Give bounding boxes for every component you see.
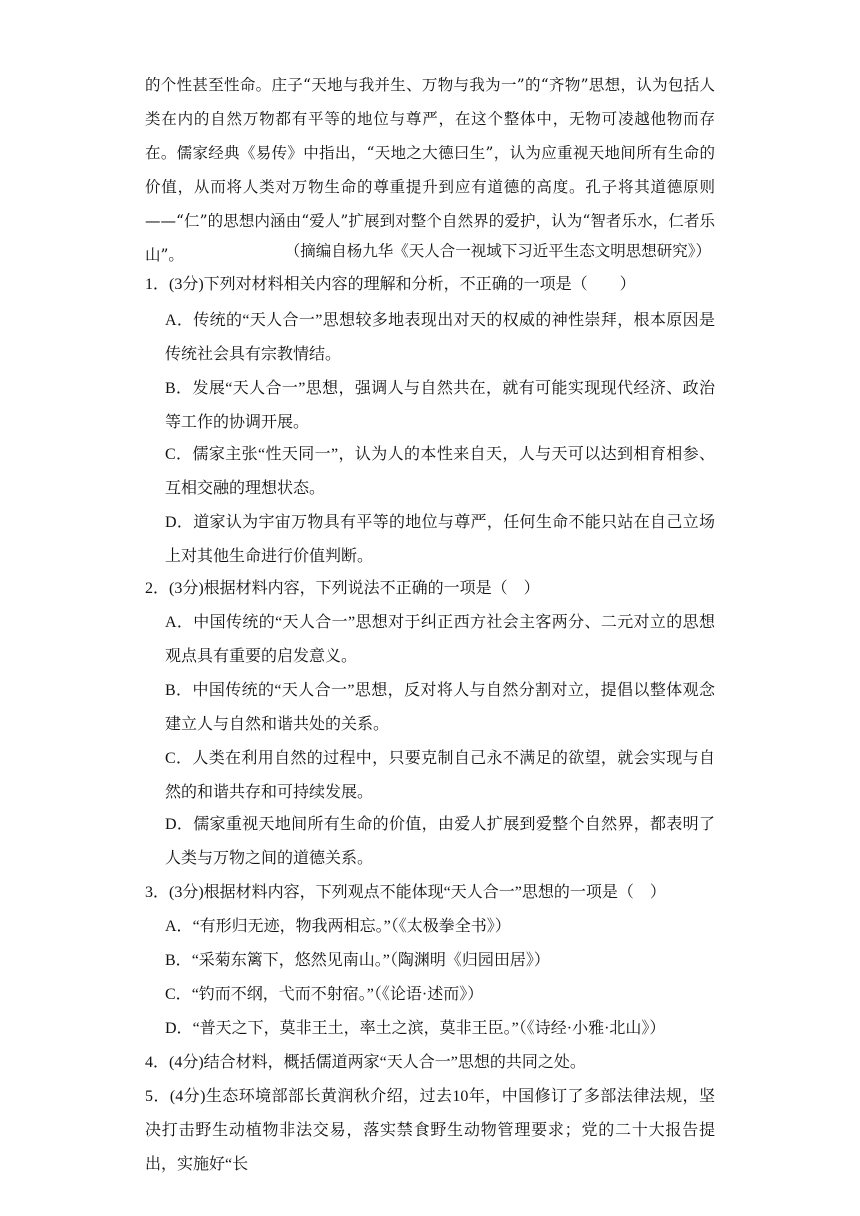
option-letter: A． — [165, 918, 193, 935]
question-3-option-c — [165, 978, 715, 1012]
question-2-option-b — [165, 674, 715, 742]
option-letter: C． — [165, 750, 193, 767]
question-1-option-d — [165, 506, 715, 574]
question-2-option-d — [165, 808, 715, 876]
question-stem: (3分)根据材料内容，下列观点不能体现“天人合一”思想的一项是（ ） — [169, 884, 666, 901]
question-1-option-a — [165, 304, 715, 372]
option-text: “普天之下，莫非王土，率土之滨，莫非王臣。”（《诗经·小雅·北山》） — [192, 1020, 666, 1037]
option-text: “钓而不纲，弋而不射宿。”（《论语·述而》） — [191, 986, 484, 1003]
option-text: 儒家重视天地间所有生命的价值，由爱人扩展到爱整个自然界，都表明了人类与万物之间的道德关系。 — [165, 816, 715, 867]
question-stem: (4分)结合材料，概括儒道两家“天人合一”思想的共同之处。 — [169, 1054, 586, 1071]
question-3-option-b — [165, 944, 715, 978]
question-1 — [145, 268, 715, 302]
question-stem: (4分)生态环境部部长黄润秋介绍，过去10年，中国修订了多部法律法规，坚决打击野生动植物非法交易，落实禁食野生动物管理要求；党的二十大报告提出，实施好“长 — [145, 1088, 715, 1173]
option-letter: B． — [165, 380, 193, 397]
option-letter: C． — [165, 986, 192, 1003]
option-letter: C． — [165, 446, 193, 463]
question-number: 5． — [145, 1088, 170, 1105]
question-stem: (3分)下列对材料相关内容的理解和分析，不正确的一项是（ ） — [169, 276, 636, 293]
option-text: “采菊东篱下，悠然见南山。”（陶渊明《归园田居》） — [191, 952, 550, 969]
option-letter: A． — [165, 312, 194, 329]
passage-paragraph: 的个性甚至性命。庄子“天地与我并生、万物与我为一”的“齐物”思想，认为包括人类在内的自然万物都有平等的地位与尊严，在这个整体中，无物可凌越他物而存在。儒家经典《易传》中指出，“天地之大德曰生”，认为应重视天地间所有生命的价值，从而将人类对万物生命的尊重提升到应有道德的高度。孔子将其道德原则——“仁”的思想内涵由“爱人”扩展到对整个自然界的爱护，认为“智者乐水，仁者乐山”。 — [145, 76, 715, 264]
option-text: 儒家主张“性天同一”，认为人的本性来自天，人与天可以达到相育相参、互相交融的理想状态。 — [165, 446, 715, 497]
question-2 — [145, 572, 715, 606]
option-text: 发展“天人合一”思想，强调人与自然共在，就有可能实现现代经济、政治等工作的协调开展。 — [165, 380, 715, 431]
question-number: 3． — [145, 884, 170, 901]
option-text: 中国传统的“天人合一”思想对于纠正西方社会主客两分、二元对立的思想观点具有重要的启发意义。 — [165, 614, 715, 665]
option-letter: B． — [165, 952, 192, 969]
question-number: 1． — [145, 276, 170, 293]
question-1-option-b — [165, 372, 715, 440]
question-3 — [145, 876, 715, 910]
question-3-option-d — [165, 1012, 715, 1046]
question-number: 4． — [145, 1054, 170, 1071]
question-number: 2． — [145, 580, 170, 597]
passage-source: （摘编自杨九华《天人合一视域下习近平生态文明思想研究》） — [284, 242, 711, 260]
option-text: 人类在利用自然的过程中，只要克制自己永不满足的欲望，就会实现与自然的和谐共存和可持续发展。 — [165, 750, 715, 801]
question-stem: (3分)根据材料内容，下列说法不正确的一项是（ ） — [169, 580, 540, 597]
option-letter: A． — [165, 614, 194, 631]
option-letter: B． — [165, 682, 193, 699]
question-3-option-a — [165, 910, 715, 944]
question-5 — [145, 1080, 715, 1182]
question-4 — [145, 1046, 715, 1080]
option-text: 传统的“天人合一”思想较多地表现出对天的权威的神性崇拜，根本原因是传统社会具有宗教情结。 — [165, 312, 715, 363]
option-text: “有形归无迹，物我两相忘。”（《太极拳全书》） — [192, 918, 511, 935]
option-text: 道家认为宇宙万物具有平等的地位与尊严，任何生命不能只站在自己立场上对其他生命进行价值判断。 — [165, 514, 715, 565]
option-letter: D． — [165, 816, 194, 833]
question-2-option-c — [165, 742, 715, 810]
option-text: 中国传统的“天人合一”思想，反对将人与自然分割对立，提倡以整体观念建立人与自然和谐共处的关系。 — [165, 682, 715, 733]
question-2-option-a — [165, 606, 715, 674]
question-1-option-c — [165, 438, 715, 506]
option-letter: D． — [165, 514, 194, 531]
option-letter: D． — [165, 1020, 193, 1037]
